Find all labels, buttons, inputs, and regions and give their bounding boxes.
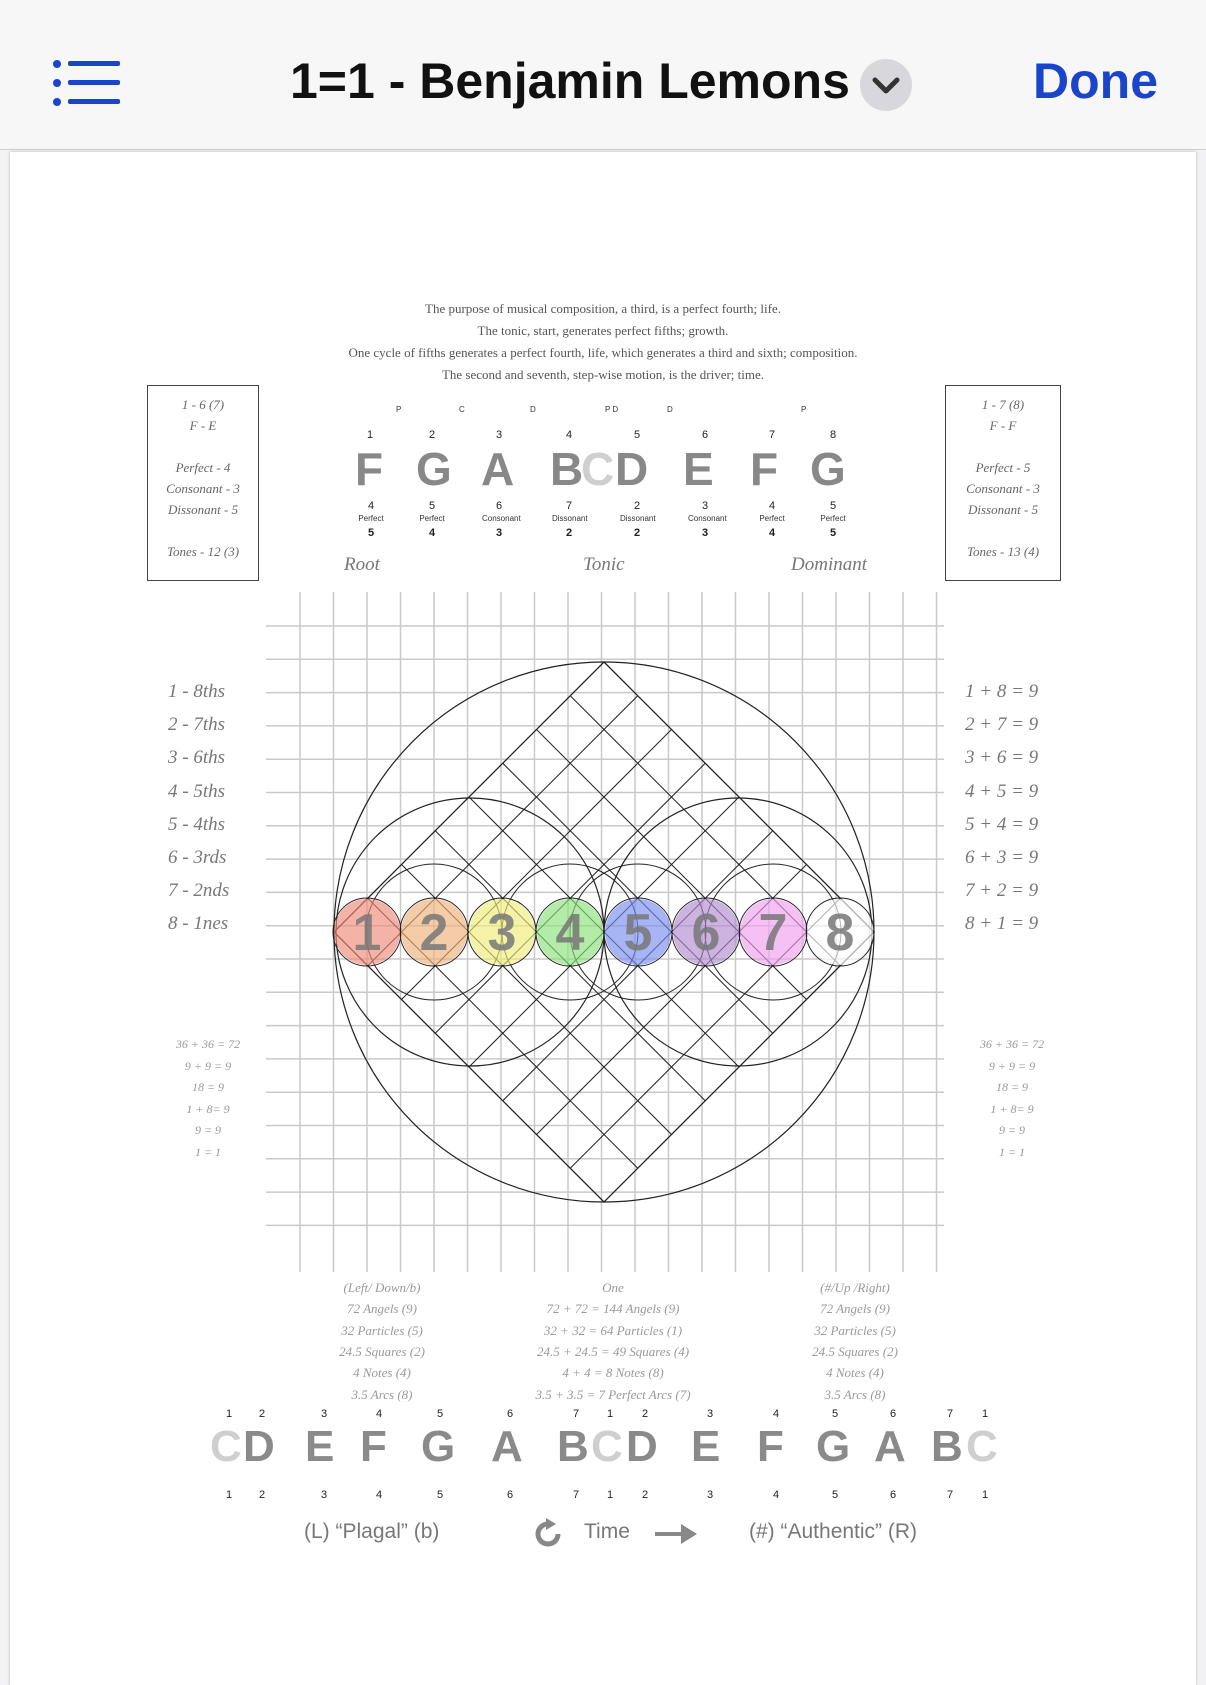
sum-label: 1 + 8 = 9 bbox=[965, 681, 1039, 702]
interval-count: 5 bbox=[368, 527, 375, 539]
interval-count: 3 bbox=[496, 527, 503, 539]
summary-line: 32 Particles (5) bbox=[814, 1322, 896, 1338]
summary-line: One bbox=[602, 1280, 624, 1295]
note-letter: B bbox=[931, 1422, 963, 1471]
interval-number: 4 bbox=[769, 500, 776, 512]
equation-label: 9 + 9 = 9 bbox=[184, 1058, 232, 1073]
scale-number: 6 bbox=[507, 1408, 514, 1420]
note-letter: E bbox=[305, 1422, 335, 1471]
scale-number: 2 bbox=[642, 1489, 649, 1501]
scale-number: 5 bbox=[832, 1408, 839, 1420]
note-letter: C bbox=[591, 1422, 623, 1471]
note-letter: F bbox=[750, 443, 779, 495]
equation-label: 9 + 9 = 9 bbox=[988, 1058, 1036, 1073]
note-letter: F bbox=[355, 443, 384, 495]
intro-line: The tonic, start, generates perfect fifths; growth. bbox=[477, 323, 729, 338]
note-letter: F bbox=[757, 1422, 784, 1471]
mark-label: P bbox=[396, 405, 402, 414]
note-letter: A bbox=[491, 1422, 523, 1471]
note-letter: B bbox=[550, 443, 584, 495]
summary-line: 4 Notes (4) bbox=[353, 1365, 411, 1381]
equation-label: 1 + 8= 9 bbox=[186, 1101, 230, 1116]
summary-line: 24.5 Squares (2) bbox=[812, 1343, 898, 1359]
scale-number: 2 bbox=[429, 429, 436, 441]
note-letter: E bbox=[683, 443, 714, 495]
circle-number: 4 bbox=[555, 904, 585, 962]
box-dissonant: Dissonant - 5 bbox=[167, 502, 239, 517]
arrow-right-icon bbox=[655, 1522, 697, 1546]
scale-number: 7 bbox=[947, 1408, 954, 1420]
summary-line: 24.5 + 24.5 = 49 Squares (4) bbox=[536, 1343, 690, 1359]
note-letter: C bbox=[966, 1422, 998, 1471]
circle-number: 1 bbox=[352, 904, 382, 962]
interval-number: 5 bbox=[830, 500, 837, 512]
circle-number: 6 bbox=[691, 904, 721, 962]
intro-line: One cycle of fifths generates a perfect fourth, life, which generates a third and sixth; composition. bbox=[348, 345, 858, 360]
scale-number: 4 bbox=[376, 1408, 383, 1420]
circle-number: 8 bbox=[825, 904, 855, 962]
authentic-label: (#) “Authentic” (R) bbox=[749, 1520, 918, 1543]
interval-count: 4 bbox=[769, 527, 776, 539]
summary-line: 4 Notes (4) bbox=[826, 1365, 884, 1381]
role-root: Root bbox=[344, 554, 380, 575]
interval-type: Dissonant bbox=[552, 514, 588, 523]
note-letter: C bbox=[581, 443, 615, 495]
circle-number: 2 bbox=[419, 904, 449, 962]
scale-number: 6 bbox=[890, 1408, 897, 1420]
interval-label: 1 - 8ths bbox=[168, 681, 225, 702]
scale-number: 5 bbox=[634, 429, 641, 441]
mark-label: D bbox=[667, 405, 673, 414]
interval-number: 2 bbox=[634, 500, 641, 512]
summary-line: (#/Up /Right) bbox=[820, 1280, 890, 1295]
mark-label: P D bbox=[605, 405, 619, 414]
scale-number: 7 bbox=[573, 1489, 580, 1501]
scale-number: 1 bbox=[226, 1489, 233, 1501]
refresh-icon bbox=[532, 1518, 564, 1550]
scale-number: 3 bbox=[496, 429, 503, 441]
sum-label: 3 + 6 = 9 bbox=[965, 747, 1039, 769]
summary-line: 72 Angels (9) bbox=[820, 1301, 890, 1317]
plagal-label: (L) “Plagal” (b) bbox=[304, 1520, 440, 1543]
equation-label: 18 = 9 bbox=[995, 1080, 1029, 1094]
note-letter: A bbox=[874, 1422, 906, 1471]
summary-line: 3.5 Arcs (8) bbox=[351, 1386, 413, 1402]
note-letter: D bbox=[626, 1422, 658, 1471]
interval-count: 2 bbox=[634, 527, 641, 539]
role-tonic: Tonic bbox=[583, 554, 625, 575]
equation-label: 1 + 8= 9 bbox=[990, 1101, 1034, 1116]
time-label: Time bbox=[584, 1520, 630, 1543]
chevron-down-icon bbox=[860, 59, 912, 111]
scale-number: 1 bbox=[367, 429, 374, 441]
interval-number: 3 bbox=[702, 500, 709, 512]
sum-label: 8 + 1 = 9 bbox=[965, 913, 1039, 935]
scale-number: 1 bbox=[607, 1489, 614, 1501]
intro-line: The second and seventh, step-wise motion, is the driver; time. bbox=[441, 367, 765, 382]
summary-line: 72 + 72 = 144 Angels (9) bbox=[546, 1301, 680, 1317]
interval-type: Perfect bbox=[759, 514, 785, 523]
summary-line: 4 + 4 = 8 Notes (8) bbox=[562, 1365, 664, 1381]
interval-type: Perfect bbox=[419, 514, 445, 523]
interval-label: 2 - 7ths bbox=[168, 714, 225, 736]
scale-number: 4 bbox=[773, 1489, 780, 1501]
interval-number: 7 bbox=[566, 500, 573, 512]
interval-label: 8 - 1nes bbox=[168, 913, 229, 935]
interval-type: Perfect bbox=[358, 514, 384, 523]
note-letter: E bbox=[691, 1422, 721, 1471]
scale-number: 6 bbox=[890, 1489, 897, 1501]
sum-label: 5 + 4 = 9 bbox=[965, 813, 1039, 835]
box-tones: Tones - 12 (3) bbox=[166, 544, 240, 559]
summary-line: 3.5 Arcs (8) bbox=[824, 1386, 886, 1402]
scale-number: 7 bbox=[769, 429, 776, 441]
interval-count: 5 bbox=[830, 527, 837, 539]
scale-number: 7 bbox=[947, 1489, 954, 1501]
box-perfect: Perfect - 5 bbox=[975, 460, 1031, 475]
equation-label: 1 = 1 bbox=[194, 1144, 222, 1159]
scale-number: 5 bbox=[437, 1408, 444, 1420]
note-letter: D bbox=[243, 1422, 275, 1471]
title-menu-button[interactable] bbox=[860, 59, 912, 111]
box-range: 1 - 6 (7) bbox=[181, 397, 225, 412]
box-perfect: Perfect - 4 bbox=[175, 460, 231, 475]
interval-count: 2 bbox=[566, 527, 573, 539]
scale-number: 1 bbox=[982, 1408, 989, 1420]
interval-label: 3 - 6ths bbox=[168, 747, 225, 769]
interval-count: 3 bbox=[702, 527, 709, 539]
note-letter: A bbox=[481, 443, 515, 495]
interval-type: Dissonant bbox=[620, 514, 656, 523]
note-letter: C bbox=[210, 1422, 242, 1471]
scale-number: 2 bbox=[259, 1489, 266, 1501]
summary-line: (Left/ Down/b) bbox=[343, 1280, 421, 1295]
box-range: 1 - 7 (8) bbox=[981, 397, 1025, 412]
interval-type: Perfect bbox=[820, 514, 846, 523]
scale-number: 3 bbox=[321, 1408, 328, 1420]
done-button[interactable]: Done bbox=[1033, 53, 1158, 109]
interval-label: 6 - 3rds bbox=[168, 847, 227, 868]
summary-line: 72 Angels (9) bbox=[347, 1301, 417, 1317]
list-icon[interactable] bbox=[52, 58, 122, 108]
equation-label: 36 + 36 = 72 bbox=[979, 1037, 1045, 1051]
note-letter: G bbox=[810, 443, 846, 495]
scale-number: 6 bbox=[702, 429, 709, 441]
scale-number: 2 bbox=[642, 1408, 649, 1420]
scale-number: 4 bbox=[376, 1489, 383, 1501]
equation-label: 9 = 9 bbox=[998, 1123, 1026, 1137]
scale-number: 4 bbox=[566, 429, 573, 441]
sum-label: 6 + 3 = 9 bbox=[965, 847, 1039, 868]
note-letter: B bbox=[557, 1422, 589, 1471]
box-consonant: Consonant - 3 bbox=[966, 481, 1040, 496]
scale-number: 1 bbox=[226, 1408, 233, 1420]
document-title[interactable]: 1=1 - Benjamin Lemons bbox=[290, 53, 850, 109]
box-consonant: Consonant - 3 bbox=[166, 481, 240, 496]
scale-number: 8 bbox=[830, 429, 837, 441]
equation-label: 1 = 1 bbox=[998, 1144, 1026, 1159]
mark-label: D bbox=[530, 405, 536, 414]
circle-number: 3 bbox=[487, 904, 517, 962]
mark-label: P bbox=[801, 405, 807, 414]
equation-label: 36 + 36 = 72 bbox=[175, 1037, 241, 1051]
interval-type: Consonant bbox=[482, 514, 521, 523]
mark-label: C bbox=[459, 405, 465, 414]
intro-line: The purpose of musical composition, a third, is a perfect fourth; life. bbox=[425, 301, 781, 316]
sum-label: 4 + 5 = 9 bbox=[965, 780, 1039, 802]
note-letter: G bbox=[816, 1422, 851, 1471]
interval-label: 7 - 2nds bbox=[168, 880, 230, 902]
summary-line: 3.5 + 3.5 = 7 Perfect Arcs (7) bbox=[535, 1386, 691, 1402]
equation-label: 18 = 9 bbox=[191, 1080, 225, 1094]
scale-number: 7 bbox=[573, 1408, 580, 1420]
scale-number: 5 bbox=[832, 1489, 839, 1501]
interval-type: Consonant bbox=[688, 514, 727, 523]
navigation-bar bbox=[0, 0, 1206, 150]
scale-number: 2 bbox=[259, 1408, 266, 1420]
summary-line: 32 + 32 = 64 Particles (1) bbox=[543, 1322, 683, 1338]
box-keys: F - F bbox=[989, 418, 1017, 433]
scale-number: 6 bbox=[507, 1489, 514, 1501]
interval-number: 6 bbox=[496, 500, 503, 512]
scale-number: 1 bbox=[607, 1408, 614, 1420]
box-keys: F - E bbox=[189, 418, 217, 433]
sum-label: 2 + 7 = 9 bbox=[965, 714, 1039, 736]
note-letter: F bbox=[360, 1422, 387, 1471]
note-letter: D bbox=[615, 443, 649, 495]
note-letter: G bbox=[416, 443, 452, 495]
sum-label: 7 + 2 = 9 bbox=[965, 880, 1039, 902]
interval-number: 4 bbox=[368, 500, 375, 512]
circle-number: 5 bbox=[623, 904, 653, 962]
interval-label: 4 - 5ths bbox=[168, 780, 225, 802]
scale-number: 3 bbox=[707, 1489, 714, 1501]
note-letter: G bbox=[421, 1422, 456, 1471]
box-tones: Tones - 13 (4) bbox=[966, 544, 1040, 559]
summary-line: 24.5 Squares (2) bbox=[339, 1343, 425, 1359]
scale-number: 3 bbox=[321, 1489, 328, 1501]
interval-number: 5 bbox=[429, 500, 436, 512]
summary-line: 32 Particles (5) bbox=[341, 1322, 423, 1338]
document-page bbox=[10, 152, 1196, 1685]
role-dominant: Dominant bbox=[791, 554, 867, 575]
scale-number: 3 bbox=[707, 1408, 714, 1420]
equation-label: 9 = 9 bbox=[194, 1123, 222, 1137]
interval-count: 4 bbox=[429, 527, 436, 539]
scale-number: 4 bbox=[773, 1408, 780, 1420]
scale-number: 5 bbox=[437, 1489, 444, 1501]
interval-label: 5 - 4ths bbox=[168, 813, 225, 835]
circle-number: 7 bbox=[758, 904, 788, 962]
scale-number: 1 bbox=[982, 1489, 989, 1501]
box-dissonant: Dissonant - 5 bbox=[967, 502, 1039, 517]
